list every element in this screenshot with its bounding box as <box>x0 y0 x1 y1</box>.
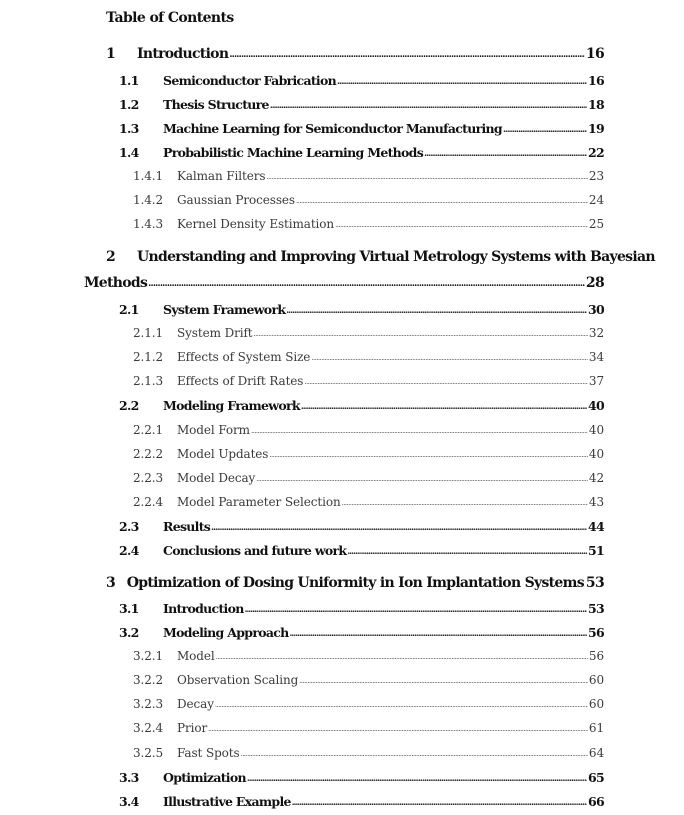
section-number: 2.4 <box>119 543 139 558</box>
page-number: 30 <box>588 302 604 317</box>
section-title: Introduction <box>163 601 244 616</box>
section-number: 2.1 <box>119 302 139 317</box>
dot-leader <box>211 518 587 533</box>
section-number: 2.2.2 <box>133 447 164 461</box>
section-number: 1.4 <box>119 145 139 160</box>
page-number: 53 <box>585 575 604 591</box>
section-title: Results <box>163 519 211 534</box>
toc-entry-2-1-3[interactable] <box>133 374 604 388</box>
toc-entry-3-2[interactable] <box>119 625 604 640</box>
section-number: 2.1.3 <box>133 374 164 388</box>
page-number: 64 <box>588 746 604 760</box>
dot-leader <box>342 494 588 508</box>
toc-entry-2-line2[interactable] <box>84 275 604 291</box>
toc-entry-3-2-2[interactable] <box>133 673 604 687</box>
dot-leader <box>299 672 588 686</box>
toc-entry-3-3[interactable] <box>119 770 604 785</box>
section-title: Thesis Structure <box>163 97 269 112</box>
section-title: Kalman Filters <box>177 169 266 183</box>
section-number: 2.1.1 <box>133 326 164 340</box>
section-title-continued: Methods <box>84 275 148 291</box>
section-title: Model Form <box>177 423 250 437</box>
section-title: System Framework <box>163 302 286 317</box>
toc-entry-3-2-4[interactable] <box>133 721 604 735</box>
toc-entry-2-3[interactable] <box>119 519 604 534</box>
section-title: Model <box>177 649 215 663</box>
dot-leader <box>215 696 588 710</box>
dot-leader <box>245 600 587 615</box>
section-title: Decay <box>177 697 214 711</box>
toc-entry-1-1[interactable] <box>119 73 604 88</box>
section-number: 3 <box>106 575 116 591</box>
page-number: 53 <box>588 601 604 616</box>
toc-entry-2-2-1[interactable] <box>133 423 604 437</box>
page-number: 34 <box>588 350 604 364</box>
section-number: 3.2.5 <box>133 746 164 760</box>
section-number: 1.4.2 <box>133 193 164 207</box>
section-title: Conclusions and future work <box>163 543 347 558</box>
page-number: 60 <box>588 673 604 687</box>
toc-entry-1[interactable] <box>106 46 604 62</box>
dot-leader <box>503 120 587 135</box>
section-number: 2.2.3 <box>133 471 164 485</box>
page-number: 32 <box>588 326 604 340</box>
section-number: 1.4.1 <box>133 169 164 183</box>
toc-entry-2-4[interactable] <box>119 543 604 558</box>
section-title: Observation Scaling <box>177 673 299 687</box>
page-number: 16 <box>585 46 604 62</box>
page-number: 40 <box>588 398 604 413</box>
section-title: System Drift <box>177 326 253 340</box>
toc-entry-2-1-2[interactable] <box>133 350 604 364</box>
section-number: 1.3 <box>119 121 139 136</box>
section-number: 2.2.4 <box>133 495 164 509</box>
dot-leader <box>251 422 588 436</box>
toc-entry-3-2-3[interactable] <box>133 697 604 711</box>
section-title: Optimization of Dosing Uniformity in Ion Implantation Systems <box>126 575 584 591</box>
section-number: 1 <box>106 46 116 62</box>
toc-entry-1-4-2[interactable] <box>133 193 604 207</box>
page-number: 40 <box>588 447 604 461</box>
section-title: Kernel Density Estimation <box>177 217 335 231</box>
toc-entry-3-4[interactable] <box>119 794 604 809</box>
page-number: 40 <box>588 423 604 437</box>
page-number: 56 <box>588 625 604 640</box>
section-number: 2.3 <box>119 519 139 534</box>
section-number: 1.4.3 <box>133 217 164 231</box>
section-number: 3.2.3 <box>133 697 164 711</box>
section-number: 2.2 <box>119 398 139 413</box>
section-number: 1.1 <box>119 73 139 88</box>
toc-entry-2-2-3[interactable] <box>133 471 604 485</box>
section-title: Prior <box>177 721 208 735</box>
toc-entry-2-line1[interactable] <box>106 249 655 265</box>
toc-title: Table of Contents <box>106 10 234 26</box>
section-title: Fast Spots <box>177 746 240 760</box>
page-number: 65 <box>588 770 604 785</box>
section-number: 3.1 <box>119 601 139 616</box>
page-number: 23 <box>588 169 604 183</box>
dot-leader <box>254 325 588 339</box>
section-title: Probabilistic Machine Learning Methods <box>163 145 424 160</box>
section-title: Model Decay <box>177 471 256 485</box>
section-title: Semiconductor Fabrication <box>163 73 337 88</box>
page-number: 37 <box>588 374 604 388</box>
section-title: Introduction <box>137 46 229 62</box>
section-number: 3.2.1 <box>133 649 164 663</box>
dot-leader <box>266 168 587 182</box>
dot-leader <box>337 72 587 87</box>
toc-entry-2-2[interactable] <box>119 398 604 413</box>
dot-leader <box>311 349 588 363</box>
dot-leader <box>216 648 588 662</box>
dot-leader <box>296 192 588 206</box>
section-number: 3.2.2 <box>133 673 164 687</box>
section-title: Understanding and Improving Virtual Metrology Systems with Bayesian <box>137 249 655 265</box>
dot-leader <box>229 45 585 61</box>
dot-leader <box>290 624 587 639</box>
toc-entry-3-2-5[interactable] <box>133 746 604 760</box>
section-number: 2 <box>106 249 116 265</box>
dot-leader <box>292 793 587 808</box>
dot-leader <box>270 96 587 111</box>
dot-leader <box>269 446 588 460</box>
dot-leader <box>241 745 588 759</box>
toc-entry-2-1-1[interactable] <box>133 326 604 340</box>
dot-leader <box>148 274 585 290</box>
page-number: 51 <box>588 543 604 558</box>
page-number: 61 <box>588 721 604 735</box>
dot-leader <box>286 301 587 316</box>
page-number: 42 <box>588 471 604 485</box>
dot-leader <box>256 470 588 484</box>
page-number: 16 <box>588 73 604 88</box>
page-number: 19 <box>588 121 604 136</box>
page-number: 43 <box>588 495 604 509</box>
toc-entry-2-1[interactable] <box>119 302 604 317</box>
section-number: 3.4 <box>119 794 139 809</box>
section-title: Illustrative Example <box>163 794 291 809</box>
section-title: Model Updates <box>177 447 269 461</box>
section-title: Modeling Framework <box>163 398 300 413</box>
dot-leader <box>335 216 588 230</box>
toc-entry-3[interactable] <box>106 575 604 591</box>
page-number: 44 <box>588 519 604 534</box>
toc-entry-1-4-3[interactable] <box>133 217 604 231</box>
dot-leader <box>301 397 587 412</box>
toc-entry-3-1[interactable] <box>119 601 604 616</box>
dot-leader <box>424 144 587 159</box>
section-title: Machine Learning for Semiconductor Manufacturing <box>163 121 502 136</box>
section-number: 2.2.1 <box>133 423 164 437</box>
toc-entry-2-2-4[interactable] <box>133 495 604 509</box>
section-title: Effects of Drift Rates <box>177 374 304 388</box>
page-number: 60 <box>588 697 604 711</box>
toc-entry-3-2-1[interactable] <box>133 649 604 663</box>
dot-leader <box>247 769 587 784</box>
page-number: 18 <box>588 97 604 112</box>
page-number: 66 <box>588 794 604 809</box>
section-title: Modeling Approach <box>163 625 289 640</box>
page-number: 22 <box>588 145 604 160</box>
toc-entry-2-2-2[interactable] <box>133 447 604 461</box>
toc-entry-1-2[interactable] <box>119 97 604 112</box>
toc-entry-1-4[interactable] <box>119 145 604 160</box>
toc-entry-1-3[interactable] <box>119 121 604 136</box>
section-number: 2.1.2 <box>133 350 164 364</box>
section-title: Effects of System Size <box>177 350 311 364</box>
section-number: 3.2.4 <box>133 721 164 735</box>
page-number: 56 <box>588 649 604 663</box>
section-number: 3.2 <box>119 625 139 640</box>
section-title: Gaussian Processes <box>177 193 295 207</box>
page-number: 28 <box>585 275 604 291</box>
toc-entry-1-4-1[interactable] <box>133 169 604 183</box>
section-title: Model Parameter Selection <box>177 495 341 509</box>
dot-leader <box>304 373 588 387</box>
dot-leader <box>347 542 587 557</box>
page-number: 24 <box>588 193 604 207</box>
page-number: 25 <box>588 217 604 231</box>
section-title: Optimization <box>163 770 246 785</box>
section-number: 1.2 <box>119 97 139 112</box>
dot-leader <box>208 720 588 734</box>
section-number: 3.3 <box>119 770 139 785</box>
